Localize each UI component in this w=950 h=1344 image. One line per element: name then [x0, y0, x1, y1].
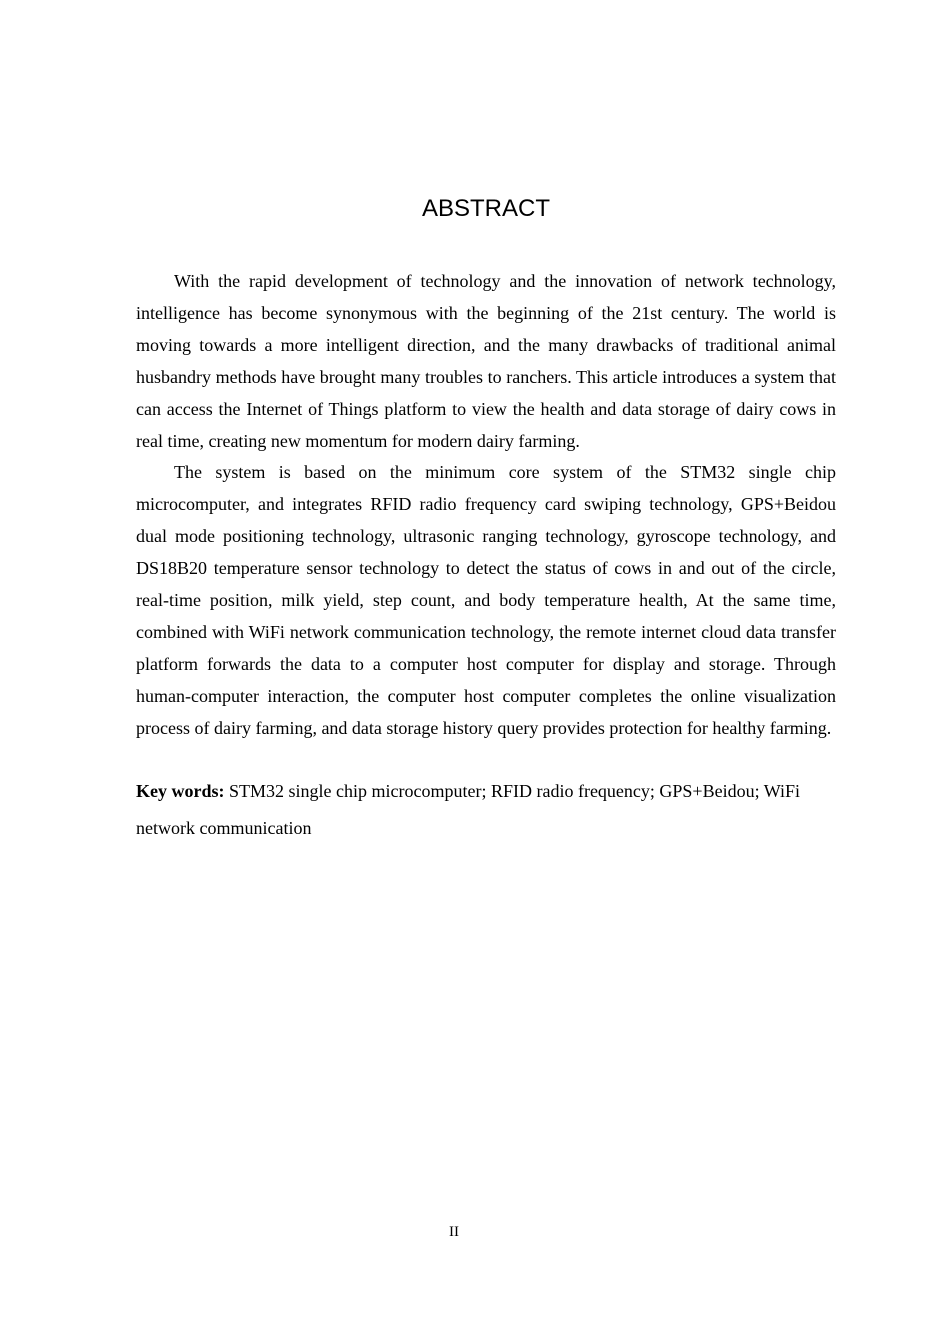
abstract-paragraph-1: With the rapid development of technology and the innovation of network technology, intelligence has become synonymous with the beginning of the 21st century. The world is moving towards a more intelligent direction, and the many drawbacks of traditional animal husbandry methods have brought many troubles to ranchers. This article introduces a system that can access the Internet of Things platform to view the health and data storage of dairy cows in real time, creating new momentum for modern dairy farming. [136, 271, 836, 451]
abstract-title: ABSTRACT [421, 195, 550, 222]
keywords-label: Key words: [136, 781, 225, 801]
keywords-text: STM32 single chip microcomputer; RFID radio frequency; GPS+Beidou; WiFi network communication [136, 781, 801, 838]
keywords-line [136, 773, 848, 847]
abstract-paragraph-2: The system is based on the minimum core system of the STM32 single chip microcomputer, and integrates RFID radio frequency card swiping technology, GPS+Beidou dual mode positioning technology, ultrasonic ranging technology, gyroscope technology, and DS18B20 temperature sensor technology to detect the status of cows in and out of the circle, real-time position, milk yield, step count, and body temperature health, At the same time, combined with WiFi network communication technology, the remote internet cloud data transfer platform forwards the data to a computer host computer for display and storage. Through human-computer interaction, the computer host computer completes the online visualization process of dairy farming, and data storage history query provides protection for healthy farming. [136, 462, 836, 738]
abstract-body [136, 266, 836, 745]
page-number: II [449, 1224, 459, 1240]
